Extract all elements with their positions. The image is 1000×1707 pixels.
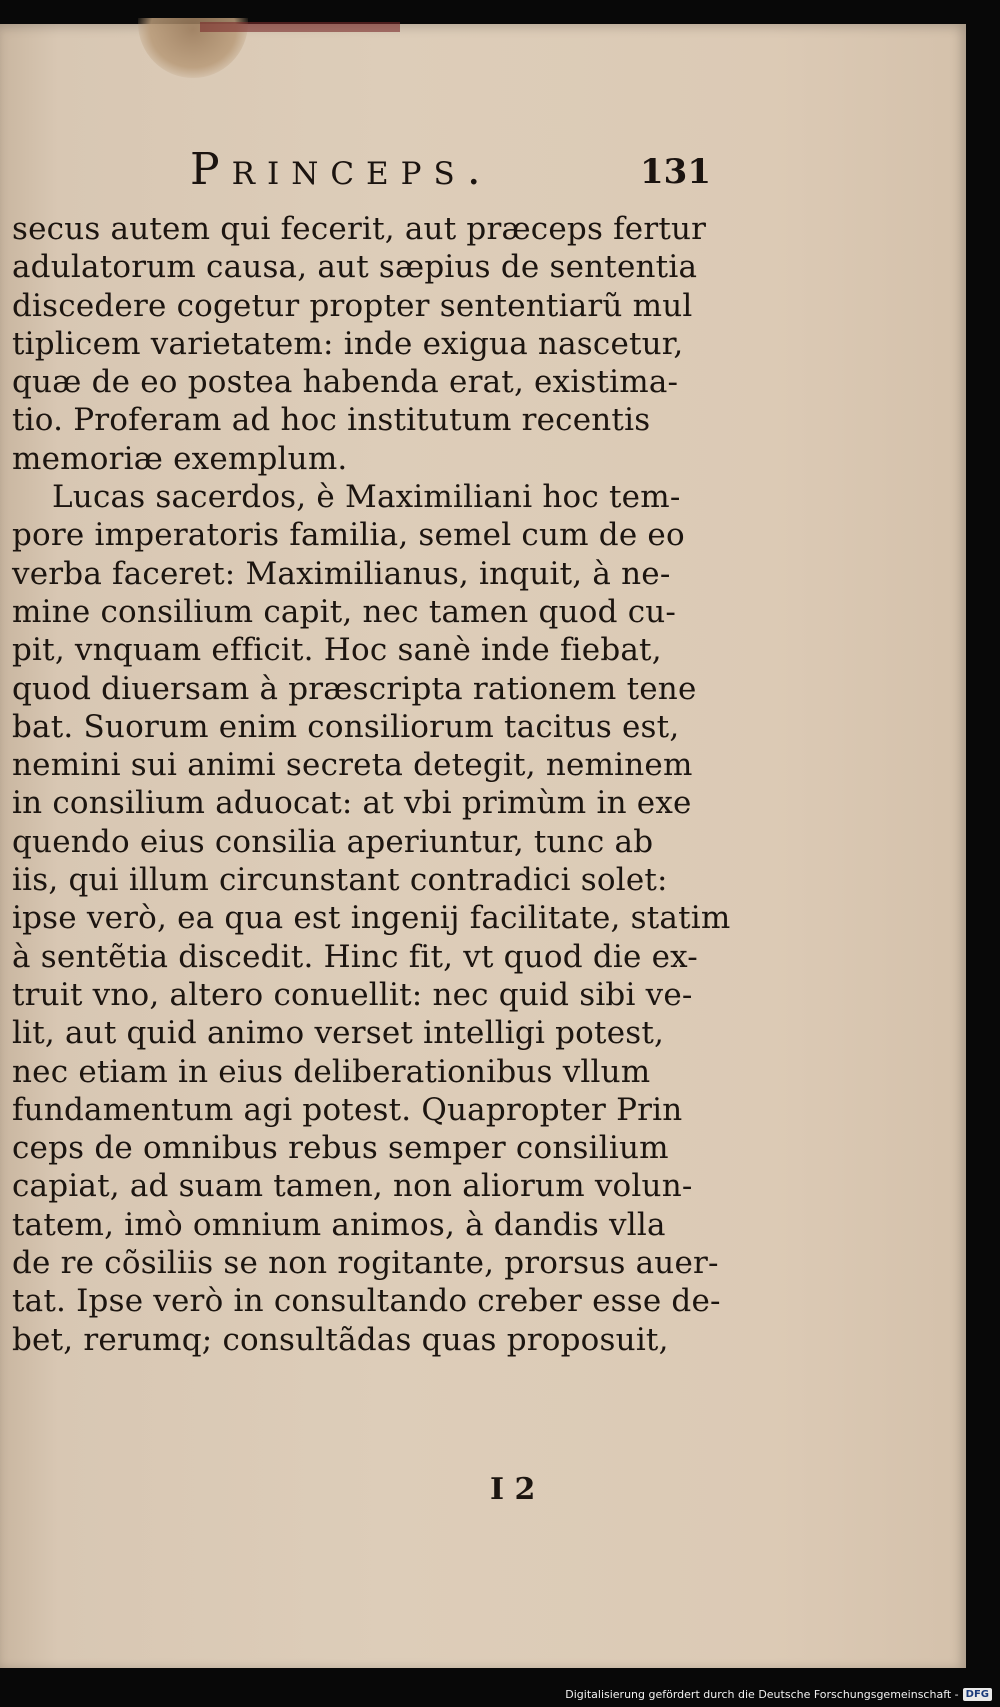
page-header [190,144,711,204]
text-line: pore imperatoris familia, semel cum de eo [12,517,685,554]
text-line: quod diuersam à præscripta rationem tene [12,670,697,707]
text-line: discedere cogetur propter sententiarũ mul [12,287,693,324]
text-line: in consilium aduocat: at vbi primùm in exe [12,785,692,822]
text-line: pit, vnquam efficit. Hoc sanè inde fiebat, [12,632,662,669]
text-line: bat. Suorum enim consiliorum tacitus est, [12,708,680,745]
text-line: adulatorum causa, aut sæpius de sententia [12,249,698,286]
text-line: mine consilium capit, nec tamen quod cu- [12,593,677,630]
book-page [0,24,966,1668]
text-line: fundamentum agi potest. Quapropter Prin [12,1091,683,1128]
binding-mark [200,22,400,32]
text-line: iis, qui illum circunstant contradici solet: [12,862,668,899]
text-line: secus autem qui fecerit, aut præceps fertur [12,211,707,247]
text-line: nemini sui animi secreta detegit, neminem [12,747,693,784]
text-line: lit, aut quid animo verset intelligi potest, [12,1015,665,1052]
body-text [12,210,731,1359]
text-line: capiat, ad suam tamen, non aliorum volun- [12,1168,693,1205]
text-line: truit vno, altero conuellit: nec quid sibi ve- [12,976,693,1013]
text-line: bet, rerumq; consultãdas quas proposuit, [12,1321,669,1358]
text-line: tio. Proferam ad hoc institutum recentis [12,402,651,439]
text-line: tat. Ipse verò in consultando creber esse de- [12,1283,721,1320]
text-line: tiplicem varietatem: inde exigua nascetur, [12,325,684,362]
text-line: memoriæ exemplum. [12,440,348,477]
text-line: ipse verò, ea qua est ingenij facilitate, statim [12,900,731,937]
text-line: ceps de omnibus rebus semper consilium [12,1130,669,1167]
text-line: verba faceret: Maximilianus, inquit, à ne- [12,555,671,592]
text-line: Lucas sacerdos, è Maximiliani hoc tem- [52,479,681,516]
text-line: de re cõsiliis se non rogitante, prorsus auer- [12,1245,719,1282]
text-line: nec etiam in eius deliberationibus vllum [12,1053,651,1090]
running-title: Princeps. [190,144,493,195]
signature-mark: I 2 [490,1472,536,1507]
text-line: tatem, imò omnium animos, à dandis vlla [12,1206,666,1243]
digitization-footer [565,1685,992,1703]
dfg-logo-icon: DFG [963,1688,992,1701]
page-number: 131 [640,152,711,192]
text-line: quæ de eo postea habenda erat, existima- [12,364,679,401]
footer-credit: Digitalisierung gefördert durch die Deutsche Forschungsgemeinschaft - [565,1687,959,1701]
text-line: à sentẽtia discedit. Hinc fit, vt quod die ex- [12,938,698,975]
text-line: quendo eius consilia aperiuntur, tunc ab [12,823,654,860]
